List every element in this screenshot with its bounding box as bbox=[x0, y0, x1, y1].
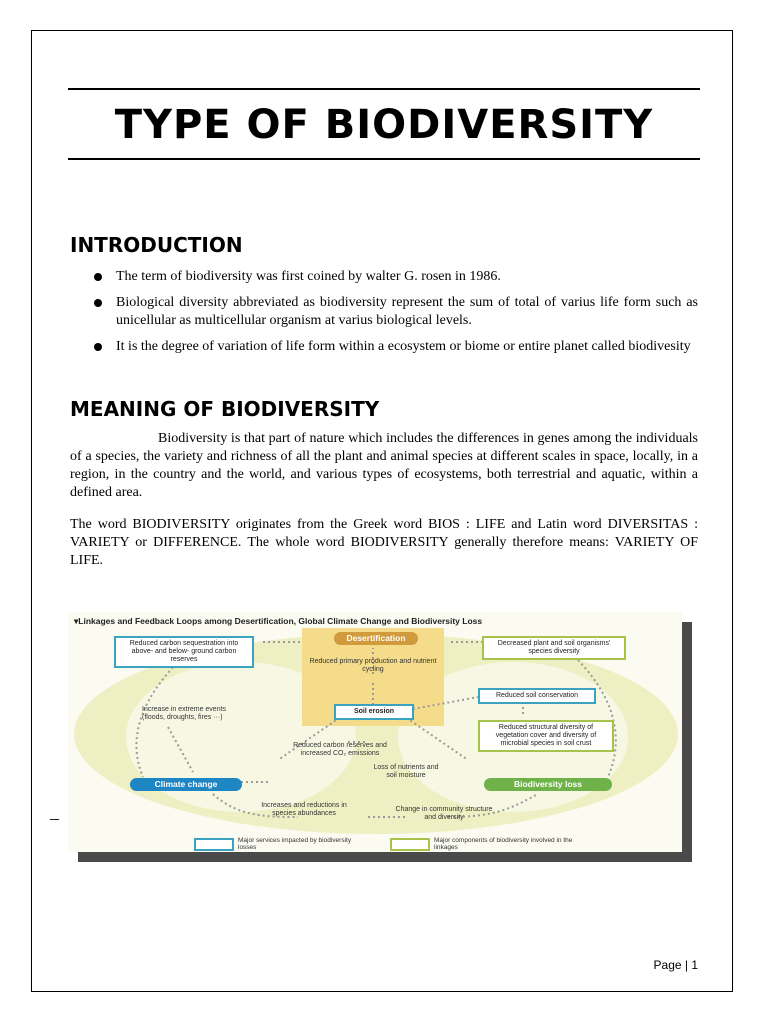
biodiversity-linkages-figure bbox=[68, 612, 692, 862]
figure-caption: ▾Linkages and Feedback Loops among Desertification, Global Climate Change and Biodiversity Loss bbox=[74, 616, 483, 626]
bullet-text: The term of biodiversity was first coined by walter G. rosen in 1986. bbox=[116, 269, 501, 284]
biodiversity-loss-pill: Biodiversity loss bbox=[484, 778, 612, 791]
climate-change-pill: Climate change bbox=[130, 778, 242, 791]
meaning-heading: MEANING OF BIODIVERSITY bbox=[70, 397, 380, 421]
legend-green-swatch bbox=[390, 838, 430, 851]
list-item bbox=[70, 268, 698, 286]
extreme-events-label: Increase in extreme events (floods, droughts, fires ···) bbox=[142, 706, 227, 721]
introduction-bullet-list bbox=[70, 268, 698, 364]
page-number: Page | 1 bbox=[653, 958, 698, 972]
decreased-plant-box: Decreased plant and soil organisms' species diversity bbox=[482, 636, 626, 660]
reduced-primary-label: Reduced primary production and nutrient cycling bbox=[309, 658, 437, 673]
figure-frame bbox=[68, 612, 682, 852]
soil-erosion-box: Soil erosion bbox=[334, 704, 414, 720]
meaning-paragraph-1-text: Biodiversity is that part of nature which includes the differences in genes among the individuals of a species, the variety and richness of all the plant and animal species at different scales in space, locally, in a region, in the country and the world, and various types of ecosystems, both terrestrial and aquatic, within a defined area. bbox=[70, 431, 698, 500]
legend-blue-text: Major services impacted by biodiversity losses bbox=[238, 837, 352, 851]
reduced-soil-conservation-box: Reduced soil conservation bbox=[478, 688, 596, 704]
legend-blue-swatch bbox=[194, 838, 234, 851]
change-community-label: Change in community structure and diversity bbox=[395, 806, 493, 821]
meaning-paragraph-1 bbox=[70, 430, 698, 502]
title-bottom-rule bbox=[68, 158, 700, 160]
stray-dash-mark: – bbox=[50, 808, 59, 828]
document-title: TYPE OF BIODIVERSITY bbox=[114, 102, 654, 148]
list-item bbox=[70, 338, 698, 356]
reduced-structural-box: Reduced structural diversity of vegetation cover and diversity of microbial species in soil crust bbox=[478, 720, 614, 752]
bullet-dot-icon bbox=[94, 299, 102, 307]
bullet-dot-icon bbox=[94, 343, 102, 351]
loss-of-nutrients-label: Loss of nutrients and soil moisture bbox=[373, 764, 439, 779]
bullet-dot-icon bbox=[94, 273, 102, 281]
bullet-text: It is the degree of variation of life form within a ecosystem or biome or entire planet called biodivesity bbox=[116, 339, 691, 354]
legend-green-text: Major components of biodiversity involved in the linkages bbox=[434, 837, 573, 851]
carbon-sequestration-box: Reduced carbon sequestration into above- and below- ground carbon reserves bbox=[114, 636, 254, 668]
desertification-pill: Desertification bbox=[334, 632, 418, 645]
list-item bbox=[70, 294, 698, 330]
increases-reductions-label: Increases and reductions in species abundances bbox=[261, 802, 347, 817]
introduction-heading: INTRODUCTION bbox=[70, 233, 243, 257]
bullet-text: Biological diversity abbreviated as biodiversity represent the sum of total of varius life form such as unicellular as multicellular organism at varius biological levels. bbox=[116, 295, 698, 328]
meaning-paragraph-2: The word BIODIVERSITY originates from the Greek word BIOS : LIFE and Latin word DIVERSITAS : VARIETY or DIFFERENCE. The whole word BIODIVERSITY generally therefore means: VARIETY OF LIFE. bbox=[70, 517, 698, 568]
reduced-carbon-reserves-label: Reduced carbon reserves and increased CO₂ emissions bbox=[293, 742, 387, 757]
title-top-rule bbox=[68, 88, 700, 90]
